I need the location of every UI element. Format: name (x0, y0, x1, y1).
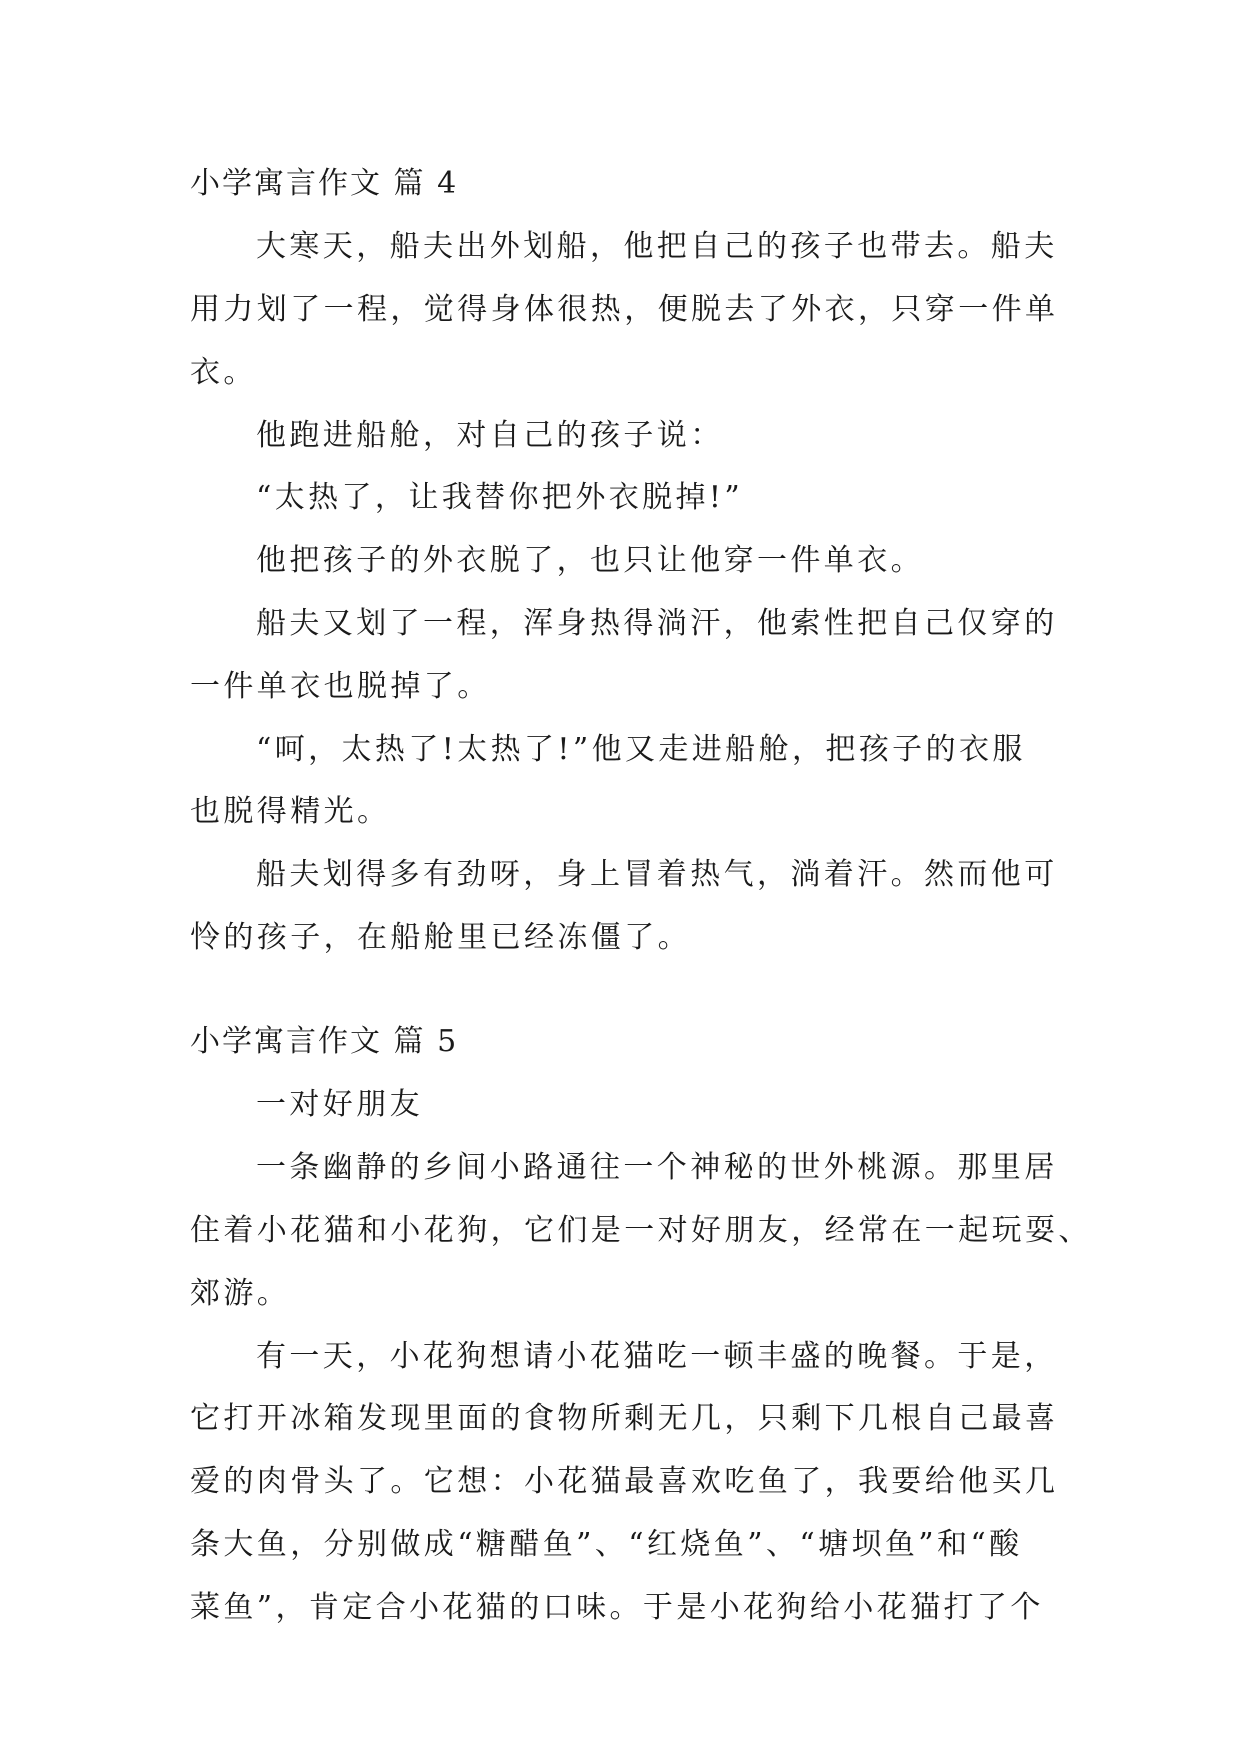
paragraph-line: 条大鱼，分别做成“糖醋鱼”、“红烧鱼”、“塘坝鱼”和“酸 (190, 1527, 1023, 1562)
paragraph-line: 用力划了一程，觉得身体很热，便脱去了外衣，只穿一件单 (190, 292, 1059, 327)
section-heading: 小学寓言作文 篇 5 (190, 1024, 459, 1059)
paragraph-line: 菜鱼”，肯定合小花猫的口味。于是小花狗给小花猫打了个 (190, 1590, 1044, 1625)
paragraph-line: 衣。 (190, 355, 257, 390)
paragraph-line: 有一天，小花狗想请小花猫吃一顿丰盛的晚餐。于是， (256, 1339, 1058, 1374)
paragraph-line: 他把孩子的外衣脱了，也只让他穿一件单衣。 (256, 543, 924, 578)
paragraph-line: 住着小花猫和小花狗，它们是一对好朋友，经常在一起玩耍、 (190, 1213, 1092, 1248)
paragraph-line: “呵，太热了!太热了!”他又走进船舱，把孩子的衣服 (256, 732, 1026, 767)
paragraph-line: 爱的肉骨头了。它想：小花猫最喜欢吃鱼了，我要给他买几 (190, 1464, 1059, 1499)
paragraph-line: 也脱得精光。 (190, 794, 391, 829)
paragraph-line: 怜的孩子，在船舱里已经冻僵了。 (190, 920, 691, 955)
paragraph-line: 大寒天，船夫出外划船，他把自己的孩子也带去。船夫 (256, 229, 1058, 264)
paragraph-line: 郊游。 (190, 1276, 291, 1311)
paragraph-line: 船夫又划了一程，浑身热得淌汗，他索性把自己仅穿的 (256, 606, 1058, 641)
paragraph-line: 一件单衣也脱掉了。 (190, 669, 491, 704)
paragraph-line: 船夫划得多有劲呀，身上冒着热气，淌着汗。然而他可 (256, 857, 1058, 892)
paragraph-line: 一条幽静的乡间小路通往一个神秘的世外桃源。那里居 (256, 1150, 1058, 1185)
paragraph-line: 它打开冰箱发现里面的食物所剩无几，只剩下几根自己最喜 (190, 1401, 1059, 1436)
paragraph-line: 一对好朋友 (256, 1087, 423, 1122)
paragraph-line: “太热了，让我替你把外衣脱掉!” (256, 480, 744, 515)
paragraph-line: 他跑进船舱，对自己的孩子说： (256, 418, 724, 453)
section-heading: 小学寓言作文 篇 4 (190, 166, 459, 201)
